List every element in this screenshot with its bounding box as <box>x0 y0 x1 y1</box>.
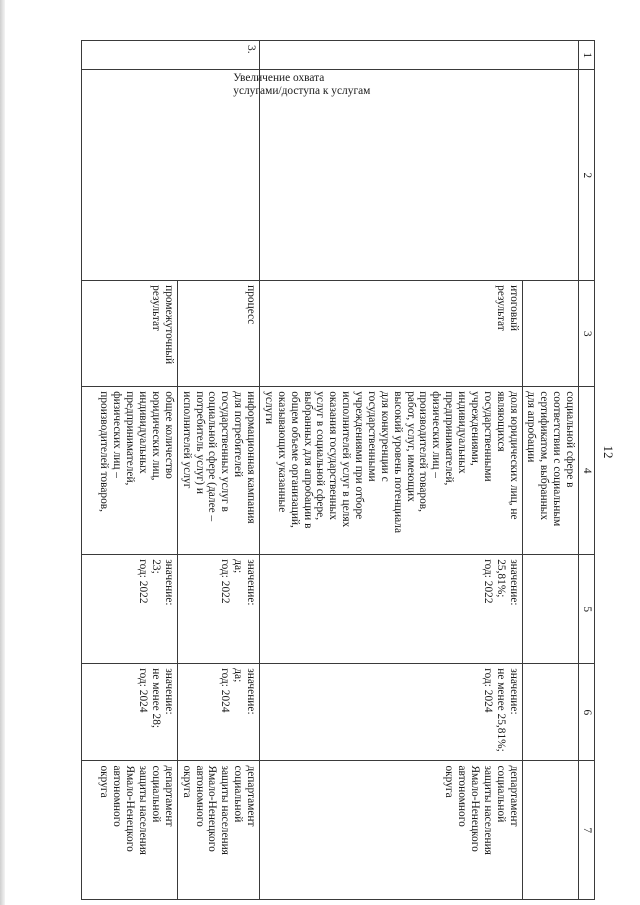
indicator-cell: доля юридических лиц, не являющихся государственными учреждениями, индивидуальных предпринимателей, физических лиц – производителей товаров, работ, услуг, имеющих высокий уровень потенциала для конкуренции с государственными учреждениями при отборе исполнителей услуг в целях оказания государственных услуг в социальной сфере, выбранных для апробации в общем объеме организаций, оказывающих указанные услуги <box>260 387 523 555</box>
target-value-cell <box>522 664 579 761</box>
base-value-cell: значение: да; год: 2022 <box>177 555 259 664</box>
continuation-row <box>522 41 579 900</box>
column-number-cell: 7 <box>579 761 595 900</box>
column-number-cell: 4 <box>579 387 595 555</box>
column-number-cell: 1 <box>579 41 595 70</box>
base-value-cell: значение: 25,81%; год: 2022 <box>260 555 523 664</box>
indicator-cell: социальной сфере в соответствии с социальным сертификатом, выбранных для апробации <box>522 387 579 555</box>
column-number-cell: 3 <box>579 281 595 387</box>
task-cell <box>260 70 579 281</box>
type-cell: итоговый результат <box>260 281 523 387</box>
responsible-cell: департамент социальной защиты населения Ямало-Ненецкого автономного округа <box>81 761 177 900</box>
task-cell <box>81 70 371 281</box>
responsible-cell: департамент социальной защиты населения Ямало-Ненецкого автономного округа <box>260 761 523 900</box>
row-number-cell: 3. <box>81 41 259 70</box>
column-number-cell: 5 <box>579 555 595 664</box>
type-cell: процесс <box>177 281 259 387</box>
process-row <box>177 41 259 900</box>
indicator-cell: общее количество юридических лиц, индивидуальных предпринимателей, физических лиц – производителей товаров, <box>81 387 177 555</box>
column-number-row <box>579 41 595 900</box>
target-value-cell: значение: не менее 28; год: 2024 <box>81 664 177 761</box>
indicators-table <box>81 40 595 900</box>
target-value-cell: значение: не менее 25,81%; год: 2024 <box>260 664 523 761</box>
task-title: Увеличение охвата услугами/доступа к услугам <box>233 72 371 98</box>
base-value-cell: значение: 23; год: 2022 <box>81 555 177 664</box>
page-number: 12 <box>601 445 616 459</box>
type-cell: промежуточный результат <box>81 281 177 387</box>
type-cell <box>522 281 579 387</box>
responsible-cell: департамент социальной защиты населения Ямало-Ненецкого автономного округа <box>177 761 259 900</box>
row-number-cell <box>260 41 579 70</box>
base-value-cell <box>522 555 579 664</box>
target-value-cell: значение: да; год: 2024 <box>177 664 259 761</box>
indicator-cell: информационная кампания для потребителей государственных услуг в социальной сфере (далее – потребитель услуг) и исполнителей услуг <box>177 387 259 555</box>
scan-edge-shadow <box>0 0 5 905</box>
responsible-cell <box>522 761 579 900</box>
column-number-cell: 6 <box>579 664 595 761</box>
column-number-cell: 2 <box>579 70 595 281</box>
